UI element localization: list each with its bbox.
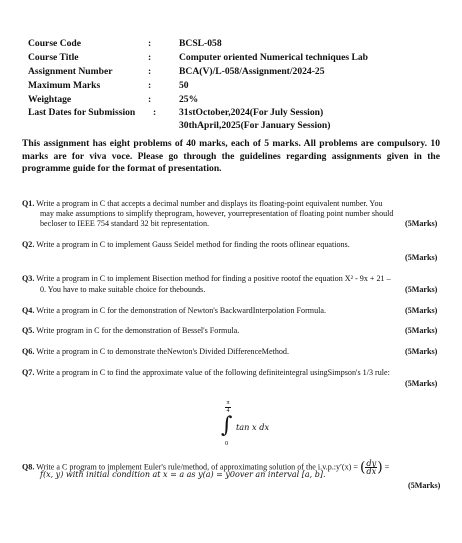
question-number: Q7. xyxy=(22,368,35,377)
value-course-code: BCSL-058 xyxy=(179,38,222,49)
question-8-line-2: f(x, y) with initial condition at x = a as y(a) = y0over an interval [a, b]. xyxy=(40,470,326,479)
question-number: Q5. xyxy=(22,326,35,335)
right-paren: ) xyxy=(377,459,383,476)
question-number: Q4. xyxy=(22,306,35,315)
question-text: Write a program in C that accepts a decimal number and displays its floating-point equivalent number. You xyxy=(36,199,383,208)
question-1 xyxy=(22,199,383,209)
question-1-line-2: may make assumptions to simplify theprogram, however, yourrepresentation of floating point number should xyxy=(40,209,394,218)
question-5 xyxy=(22,326,239,336)
value-weightage: 25% xyxy=(179,94,199,105)
question-text: Write a program in C to demonstrate theNewton's Divided DifferenceMethod. xyxy=(36,347,289,356)
colon: : xyxy=(153,107,157,118)
question-text: Write a program in C to implement Gauss Seidel method for finding the roots oflinear equations. xyxy=(36,240,350,249)
question-text: Write program in C for the demonstration of Bessel's Formula. xyxy=(36,326,240,335)
question-6 xyxy=(22,347,289,357)
marks-label: (5Marks) xyxy=(405,253,438,262)
label-course-title: Course Title xyxy=(28,52,79,63)
upper-limit-numerator: π xyxy=(226,399,230,406)
label-weightage: Weightage xyxy=(28,94,72,105)
question-7 xyxy=(22,368,390,378)
question-3-line-2: 0. You have to make suitable choice for thebounds. xyxy=(40,285,206,294)
label-last-dates: Last Dates for Submission xyxy=(28,107,136,118)
marks-label: (5Marks) xyxy=(405,306,438,315)
question-text: Write a C program to implement Euler's rule/method, of approximating solution of the i.v.p.:y′(x) = xyxy=(36,462,358,472)
colon: : xyxy=(148,38,152,49)
question-1-line-3: becloser to IEEE 754 standard 32 bit representation. xyxy=(40,219,210,228)
left-paren: ( xyxy=(359,459,366,476)
derivative-denominator: dx xyxy=(366,466,377,476)
value-last-date-july: 31stOctober,2024(For July Session) xyxy=(179,107,324,118)
marks-label: (5Marks) xyxy=(405,285,438,294)
integral-lower-limit: 0 xyxy=(225,440,229,447)
label-assignment-number: Assignment Number xyxy=(28,66,113,77)
label-course-code: Course Code xyxy=(28,38,82,49)
question-text: Write a program in C for the demonstration of Newton's BackwardInterpolation Formula. xyxy=(36,306,327,315)
question-4 xyxy=(22,306,326,316)
colon: : xyxy=(148,52,152,63)
question-3 xyxy=(22,274,391,284)
colon: : xyxy=(148,94,152,105)
integral-sign: ∫ xyxy=(221,413,233,438)
question-text: Write a program in C to find the approximate value of the following definiteintegral usingSimpson's 1/3 rule: xyxy=(36,368,390,377)
marks-label: (5Marks) xyxy=(405,347,438,356)
marks-label: (5Marks) xyxy=(408,481,441,490)
question-number: Q1. xyxy=(22,199,35,208)
integrand: tan x dx xyxy=(236,422,270,432)
marks-label: (5Marks) xyxy=(405,326,438,335)
question-number: Q6. xyxy=(22,347,35,356)
question-2 xyxy=(22,240,350,250)
question-number: Q2. xyxy=(22,240,35,249)
value-assignment-number: BCA(V)/L-058/Assignment/2024-25 xyxy=(179,66,325,77)
derivative-numerator: dy xyxy=(366,458,377,468)
value-course-title: Computer oriented Numerical techniques Lab xyxy=(179,52,369,63)
label-maximum-marks: Maximum Marks xyxy=(28,80,101,91)
marks-label: (5Marks) xyxy=(405,219,438,228)
equals-sign: = xyxy=(384,462,390,472)
question-text: Write a program in C to implement Bisection method for finding a positive rootof the equation X² - 9x + 21 – xyxy=(36,274,391,283)
colon: : xyxy=(148,80,152,91)
question-number: Q3. xyxy=(22,274,35,283)
value-last-date-january: 30thApril,2025(For January Session) xyxy=(179,120,331,131)
colon: : xyxy=(148,66,152,77)
marks-label: (5Marks) xyxy=(405,379,438,388)
value-maximum-marks: 50 xyxy=(179,80,189,91)
question-number: Q8. xyxy=(22,462,35,472)
intro-paragraph: This assignment has eight problems of 40 marks, each of 5 marks. All problems are compulsory. 10 marks are for viva voce. Please go through the guidelines regarding assignments given in the programme guide for the format of presentation. xyxy=(22,138,440,174)
upper-limit-denominator: 4 xyxy=(226,407,230,414)
